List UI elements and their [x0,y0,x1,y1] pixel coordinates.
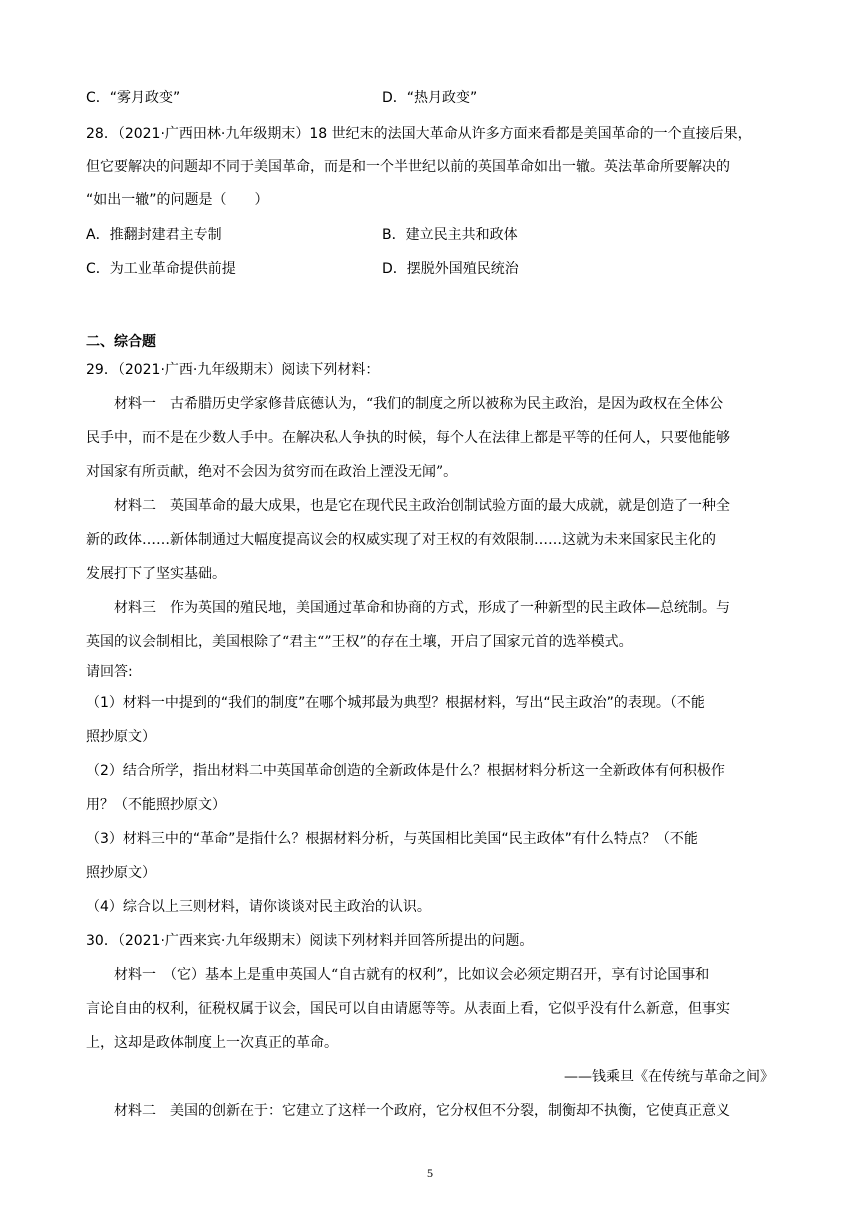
question-28-stem: 但它要解决的问题却不同于美国革命，而是和一个半世纪以前的英国革命如出一辙。英法革命所要解决的 [86,159,730,175]
material-1: 材料一 古希腊历史学家修昔底德认为，“我们的制度之所以被称为民主政治，是因为政权在全体公 [114,396,724,412]
option-b: B．建立民主共和政体 [382,227,518,243]
material-2: 新的政体……新体制通过大幅度提高议会的权威实现了对王权的有效限制……这就为未来国家民主化的 [86,532,716,548]
material-2: 发展打下了坚实基础。 [86,566,226,582]
material-1: 民手中，而不是在少数人手中。在解决私人争执的时候，每个人在法律上都是平等的任何人，只要他能够 [86,430,730,446]
material-3: 材料三 作为英国的殖民地，美国通过革命和协商的方式，形成了一种新型的民主政体—总统制。与 [114,600,730,616]
material-1: 材料一 （它）基本上是重申英国人“自古就有的权利”，比如议会必须定期召开，享有讨论国事和 [114,967,710,983]
material-1: 言论自由的权利，征税权属于议会，国民可以自由请愿等等。从表面上看，它似乎没有什么新意，但事实 [86,1001,730,1017]
option-d: D．“热月政变” [382,90,478,106]
question-30-stem: 30．（2021·广西来宾·九年级期末）阅读下列材料并回答所提出的问题。 [86,933,534,949]
material-source: ——钱乘旦《在传统与革命之间》 [564,1069,774,1085]
question-28-stem: “如出一辙”的问题是（ ） [86,192,269,208]
option-d: D．摆脱外国殖民统治 [382,261,519,277]
question-29-stem: 29．（2021·广西·九年级期末）阅读下列材料： [86,362,380,378]
sub-question-3: 照抄原文） [86,865,156,881]
material-2: 材料二 英国革命的最大成果，也是它在现代民主政治创制试验方面的最大成就，就是创造了一种全 [114,498,730,514]
section-title: 二、综合题 [86,334,156,350]
question-28-stem: 28．（2021·广西田林·九年级期末）18 世纪末的法国大革命从许多方面来看都是美国革命的一个直接后果， [86,126,752,142]
option-c: C．“雾月政变” [86,90,181,106]
sub-question-3: （3）材料三中的“革命”是指什么？根据材料分析，与英国相比美国“民主政体”有什么特点？（不能 [86,831,698,847]
material-3: 英国的议会制相比，美国根除了“君主“”王权”的存在土壤，开启了国家元首的选举模式。 [86,634,633,650]
option-c: C．为工业革命提供前提 [86,261,236,277]
sub-question-2: 用？（不能照抄原文） [86,797,226,813]
material-1: 对国家有所贡献，绝对不会因为贫穷而在政治上湮没无闻”。 [86,464,458,480]
sub-question-2: （2）结合所学，指出材料二中英国革命创造的全新政体是什么？根据材料分析这一全新政体有何积极作 [86,763,725,779]
page-number: 5 [427,1166,433,1180]
sub-question-4: （4）综合以上三则材料，请你谈谈对民主政治的认识。 [86,899,431,915]
option-a: A．推翻封建君主专制 [86,227,222,243]
material-2: 材料二 美国的创新在于：它建立了这样一个政府，它分权但不分裂，制衡却不执衡，它使真正意义 [114,1103,730,1119]
material-1: 上，这却是政体制度上一次真正的革命。 [86,1035,338,1051]
sub-question-1: 照抄原文） [86,729,156,745]
answer-prompt: 请回答: [86,664,133,680]
sub-question-1: （1）材料一中提到的“我们的制度”在哪个城邦最为典型？根据材料，写出“民主政治”的表现。（不能 [86,695,705,711]
